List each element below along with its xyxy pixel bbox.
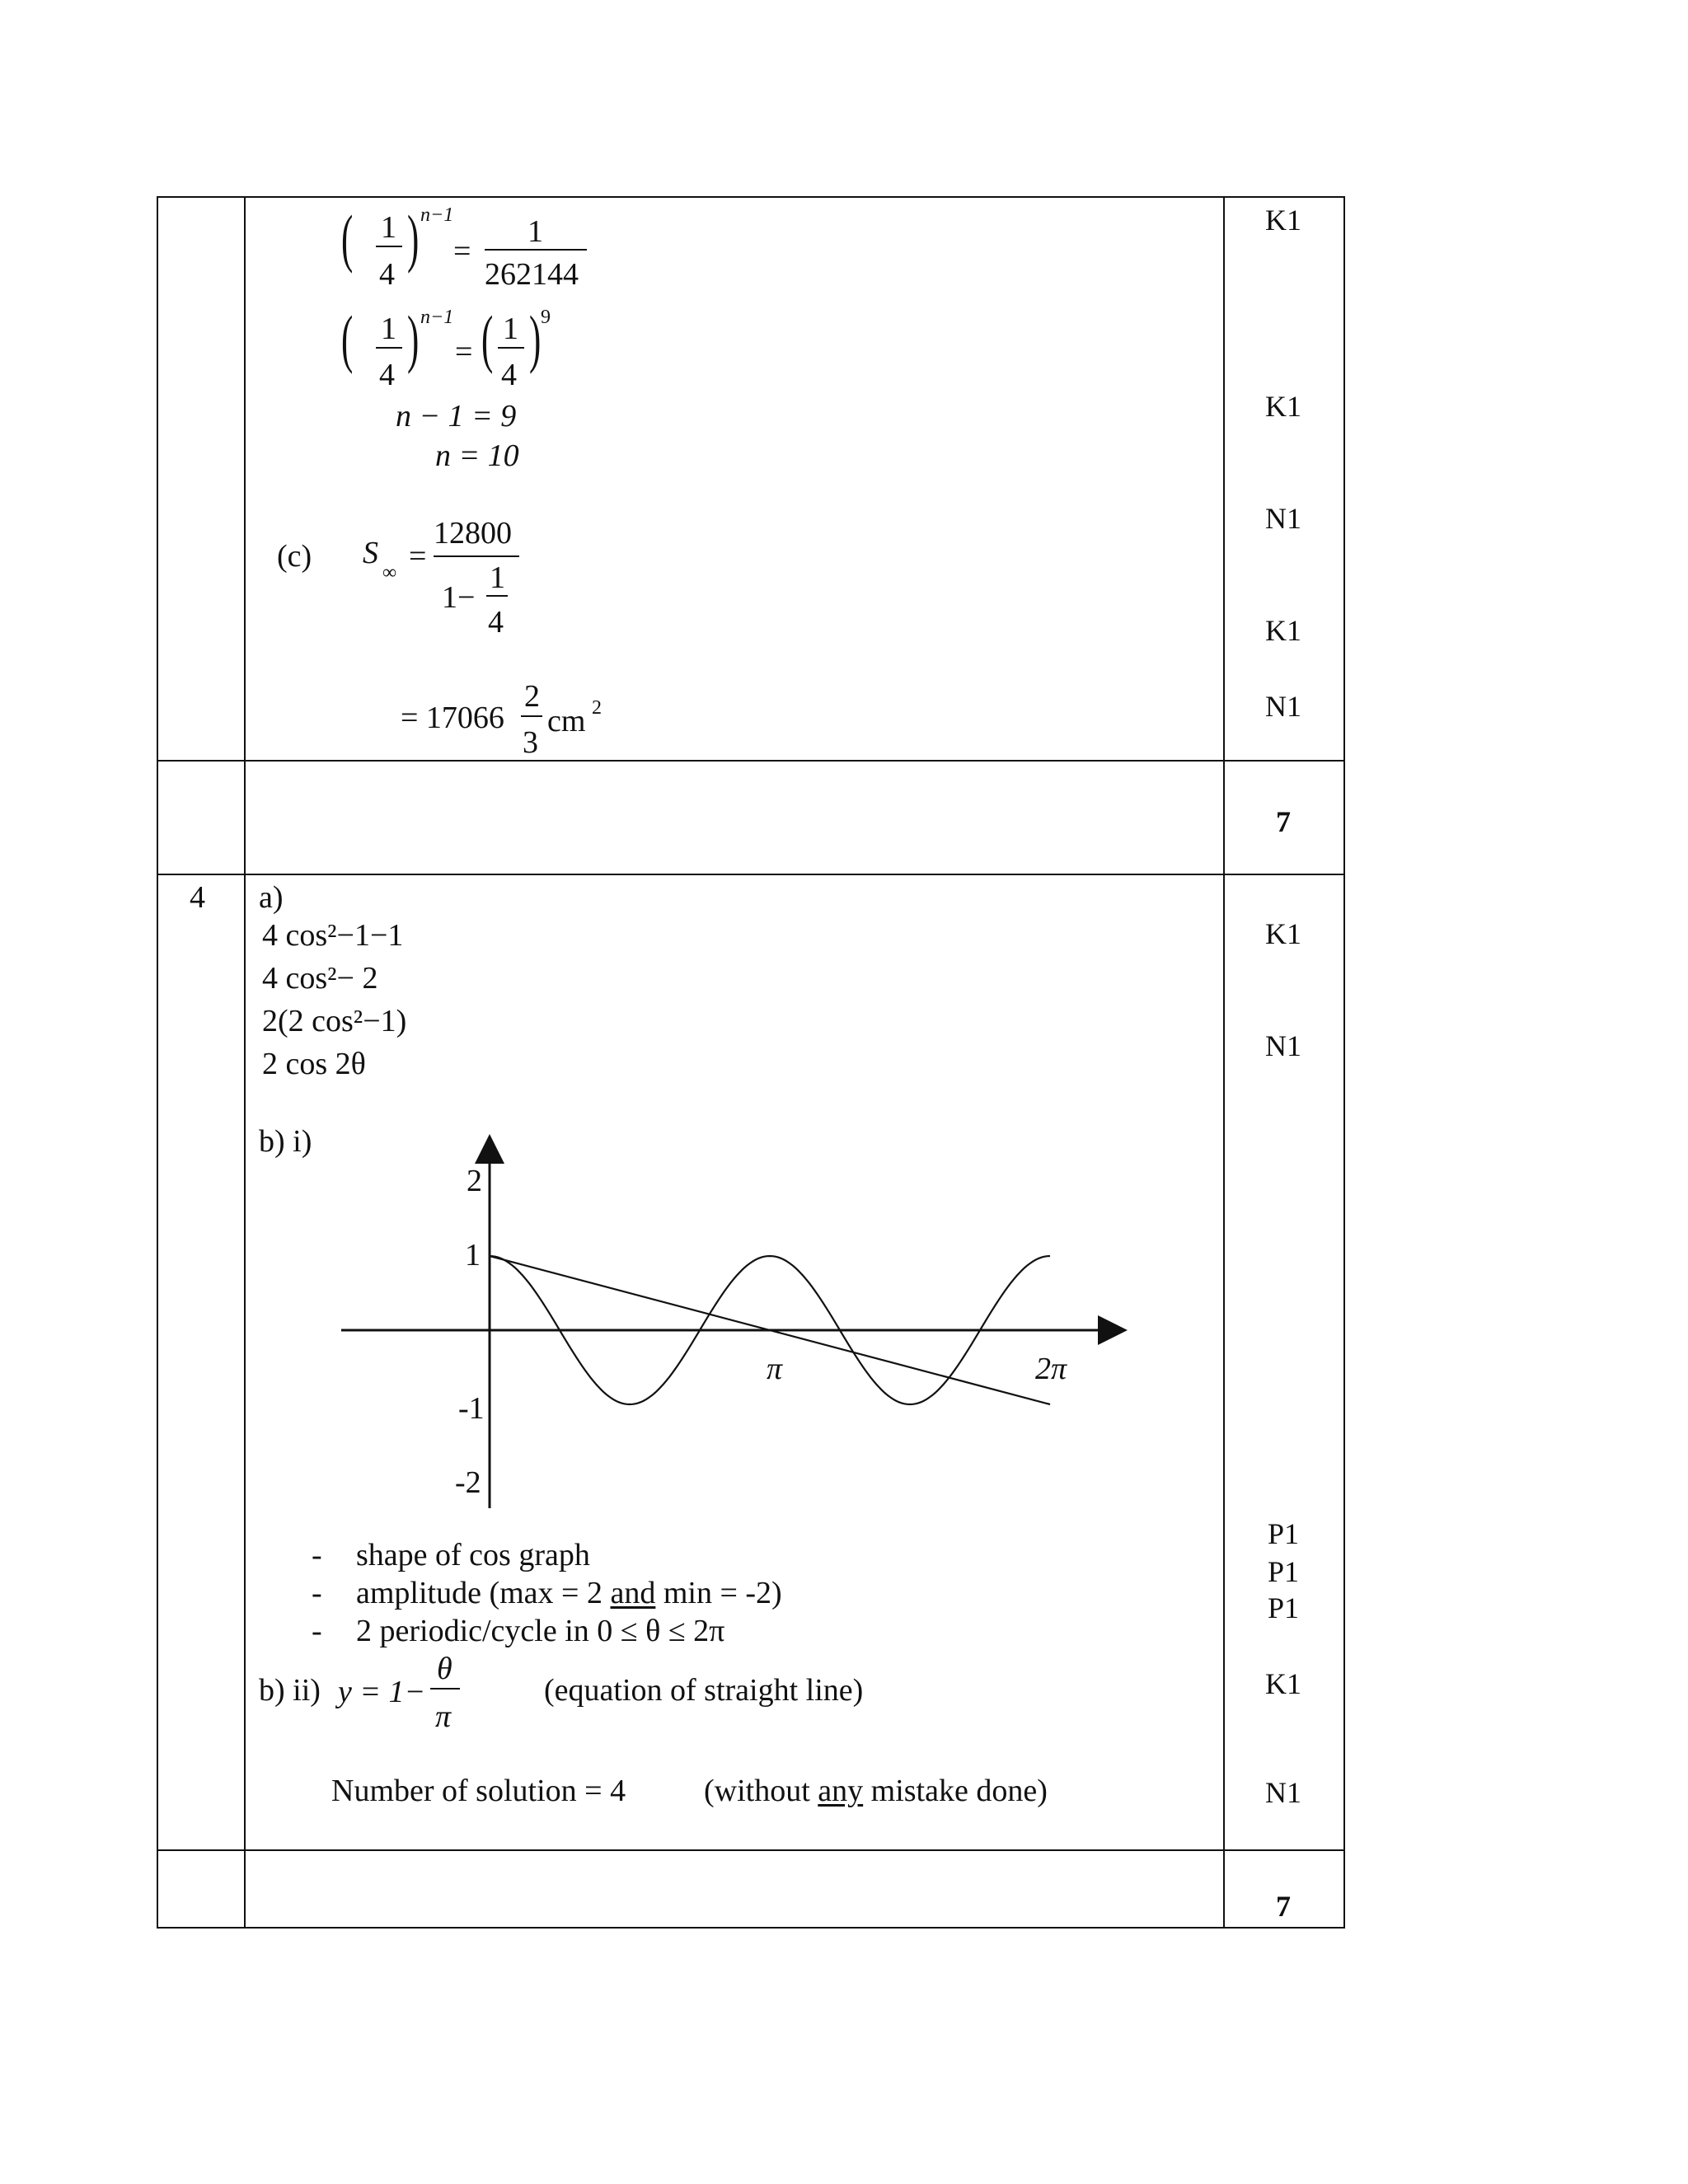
fraction-denominator: π (435, 1699, 452, 1734)
sum-symbol: S (363, 536, 378, 570)
right-paren: ) (529, 302, 542, 374)
line-equation: y = 1− (338, 1675, 426, 1709)
underlined-word: any (818, 1774, 864, 1808)
fraction-denominator: 4 (379, 257, 395, 292)
unit-exponent: 2 (592, 697, 602, 719)
mark-k1: K1 (1265, 1667, 1301, 1700)
mark-p1: P1 (1267, 1591, 1300, 1624)
mark-n1: N1 (1265, 1029, 1301, 1062)
fraction-numerator: 1 (528, 214, 543, 249)
equals-sign: = (453, 234, 471, 269)
fraction-numerator: 1 (490, 560, 505, 595)
equals-sign: = (409, 539, 427, 574)
x-tick-label: 2π (1035, 1352, 1067, 1386)
fraction-denominator: 262144 (485, 257, 579, 292)
infinity-subscript: ∞ (382, 562, 397, 583)
mark-n1: N1 (1265, 1776, 1301, 1809)
part-bii-label: b) ii) (259, 1673, 321, 1708)
fraction-numerator: θ (437, 1652, 452, 1686)
row-border (157, 760, 1345, 762)
mark-p1: P1 (1267, 1517, 1300, 1550)
part-bi-label: b) i) (259, 1124, 312, 1159)
cos-graph (330, 1129, 1137, 1525)
mark-k1: K1 (1265, 917, 1301, 950)
mark-k1: K1 (1265, 390, 1301, 423)
solutions-count: Number of solution = 4 (331, 1774, 626, 1808)
exponent: 9 (541, 307, 551, 328)
total-marks: 7 (1276, 805, 1291, 838)
exponent: n−1 (420, 307, 454, 328)
criterion-text (356, 1577, 782, 1609)
right-paren: ) (407, 302, 420, 374)
fraction-bar (521, 715, 542, 717)
row-border (157, 1849, 1345, 1851)
unit: cm (547, 704, 586, 738)
mark-k1: K1 (1265, 204, 1301, 237)
fraction-numerator: 2 (524, 679, 540, 714)
working-line: 2 cos 2θ (262, 1047, 366, 1081)
equation-n-value: n = 10 (435, 438, 519, 473)
criterion-text-part: amplitude (max = 2 (356, 1576, 611, 1610)
line-equation-note: (equation of straight line) (544, 1673, 864, 1708)
right-paren: ) (407, 202, 420, 274)
fraction-bar (430, 1688, 460, 1690)
underlined-word: and (610, 1576, 656, 1610)
fraction-bar (498, 347, 524, 349)
working-line: 4 cos²− 2 (262, 961, 378, 996)
y-tick-label: -2 (455, 1465, 481, 1500)
col-border (244, 196, 246, 1929)
fraction-numerator: 1 (503, 312, 518, 346)
bullet: - (312, 1538, 322, 1572)
criterion-text: 2 periodic/cycle in 0 ≤ θ ≤ 2π (356, 1614, 725, 1648)
equals-sign: = (455, 335, 473, 369)
equation-n-minus-1: n − 1 = 9 (396, 399, 517, 434)
part-c-label: (c) (277, 539, 312, 574)
bullet: - (312, 1576, 322, 1610)
row-border (157, 874, 1345, 875)
fraction-bar (376, 246, 402, 247)
denominator-prefix: 1− (442, 580, 476, 615)
working-line: 4 cos²−1−1 (262, 918, 404, 953)
table-top-border (157, 196, 1345, 198)
part-a-label: a) (259, 880, 284, 915)
left-paren: ( (341, 302, 354, 374)
fraction-bar (434, 555, 519, 557)
mark-k1: K1 (1265, 614, 1301, 647)
fraction-denominator: 4 (501, 358, 517, 392)
y-tick-label: 2 (467, 1164, 482, 1198)
y-tick-label: 1 (465, 1238, 481, 1272)
left-paren: ( (341, 202, 354, 274)
criterion-text-part: min = -2) (655, 1576, 782, 1610)
mark-p1: P1 (1267, 1555, 1300, 1588)
fraction-bar (485, 249, 587, 251)
mark-n1: N1 (1265, 502, 1301, 535)
left-paren: ( (481, 302, 494, 374)
note-part: (without (704, 1774, 818, 1808)
fraction-numerator: 12800 (434, 516, 512, 551)
criterion-text: shape of cos graph (356, 1538, 590, 1572)
solutions-note (704, 1775, 1048, 1807)
fraction-numerator: 1 (381, 210, 396, 245)
y-tick-label: -1 (458, 1391, 485, 1426)
sum-result: = 17066 (401, 701, 504, 735)
working-line: 2(2 cos²−1) (262, 1004, 407, 1038)
question-number: 4 (190, 880, 205, 915)
table-left-border (157, 196, 158, 1929)
fraction-bar (376, 347, 402, 349)
fraction-denominator: 4 (379, 358, 395, 392)
total-marks: 7 (1276, 1890, 1291, 1923)
table-bottom-border (157, 1927, 1345, 1929)
x-tick-label: π (767, 1352, 783, 1386)
fraction-denominator: 4 (488, 605, 504, 640)
fraction-numerator: 1 (381, 312, 396, 346)
mark-n1: N1 (1265, 690, 1301, 723)
fraction-bar (486, 595, 508, 597)
note-part: mistake done) (863, 1774, 1048, 1808)
exponent: n−1 (420, 204, 454, 226)
bullet: - (312, 1614, 322, 1648)
fraction-denominator: 3 (523, 725, 538, 760)
